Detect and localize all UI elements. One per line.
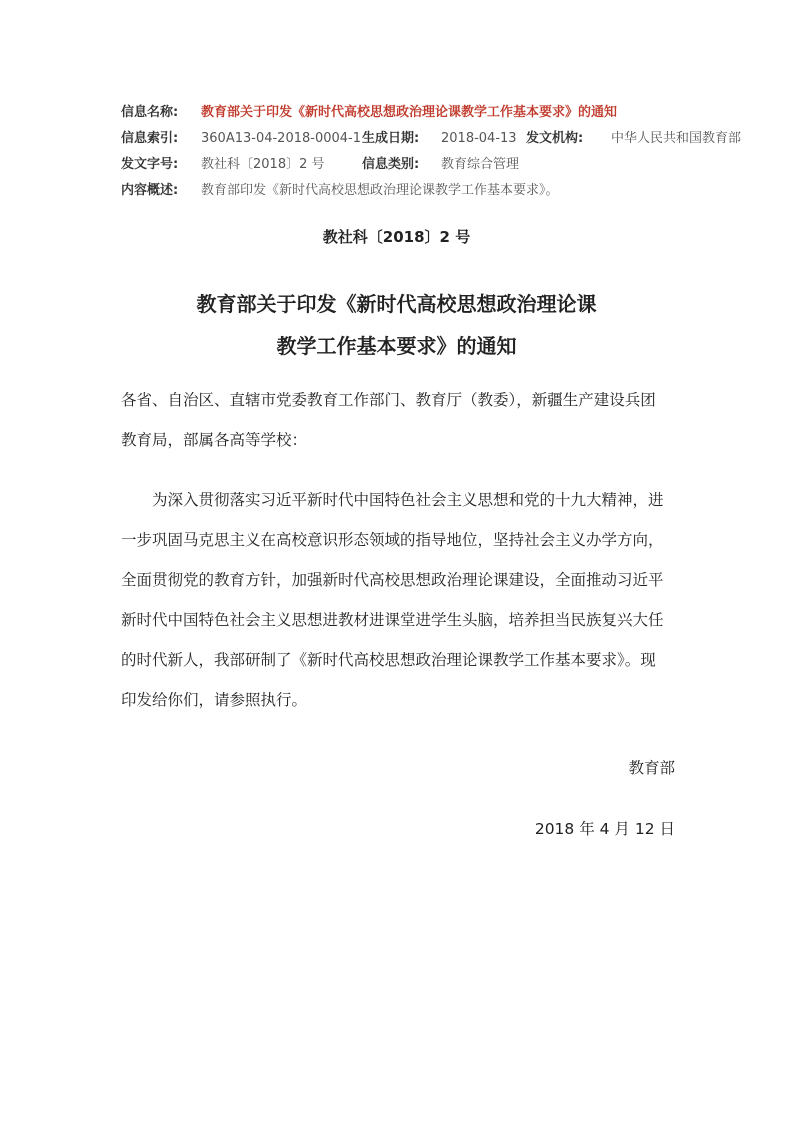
document-number: 教社科〔2018〕2 号	[322, 228, 471, 246]
meta-category-value: 教育综合管理	[441, 157, 520, 172]
signature-issuer: 教育部	[628, 759, 675, 777]
body-line: 全面贯彻党的教育方针，加强新时代高校思想政治理论课建设，全面推动习近平	[121, 571, 664, 589]
meta-row-docno	[121, 152, 761, 178]
meta-issuer-value: 中华人民共和国教育部	[611, 131, 742, 146]
body-line: 一步巩固马克思主义在高校意识形态领域的指导地位，坚持社会主义办学方向，	[121, 531, 664, 549]
body-line: 新时代中国特色社会主义思想进教材进课堂进学生头脑，培养担当民族复兴大任	[121, 611, 664, 629]
meta-category-label: 信息类别:	[362, 157, 420, 172]
addressee-paragraph	[121, 380, 681, 460]
meta-row-index	[121, 126, 761, 152]
document-title-line-1: 教育部关于印发《新时代高校思想政治理论课	[196, 292, 597, 316]
meta-summary-label: 内容概述:	[121, 183, 179, 198]
meta-index-label: 信息索引:	[121, 131, 179, 146]
document-title-line-2: 教学工作基本要求》的通知	[276, 334, 517, 358]
meta-row-title	[121, 100, 761, 126]
addressee-line: 各省、自治区、直辖市党委教育工作部门、教育厅（教委），新疆生产建设兵团	[121, 391, 656, 409]
metadata-block	[121, 100, 761, 204]
meta-issuer-label: 发文机构:	[526, 131, 584, 146]
meta-row-summary	[121, 178, 761, 204]
body-line: 印发给你们，请参照执行。	[121, 691, 308, 709]
meta-docno-label: 发文字号:	[121, 157, 179, 172]
meta-date-value: 2018-04-13	[441, 131, 517, 146]
body-line: 为深入贯彻落实习近平新时代中国特色社会主义思想和党的十九大精神，进	[121, 491, 664, 509]
signature-date: 2018 年 4 月 12 日	[534, 820, 675, 838]
meta-summary-value: 教育部印发《新时代高校思想政治理论课教学工作基本要求》。	[201, 183, 559, 198]
body-line: 的时代新人，我部研制了《新时代高校思想政治理论课教学工作基本要求》。现	[121, 651, 656, 669]
body-paragraph	[121, 480, 681, 720]
meta-index-value: 360A13-04-2018-0004-1	[201, 131, 361, 146]
meta-title-value: 教育部关于印发《新时代高校思想政治理论课教学工作基本要求》的通知	[201, 105, 618, 120]
meta-date-label: 生成日期:	[362, 131, 420, 146]
addressee-line: 教育局，部属各高等学校：	[121, 431, 308, 449]
meta-title-label: 信息名称:	[121, 105, 179, 120]
meta-docno-value: 教社科〔2018〕2 号	[201, 157, 325, 172]
